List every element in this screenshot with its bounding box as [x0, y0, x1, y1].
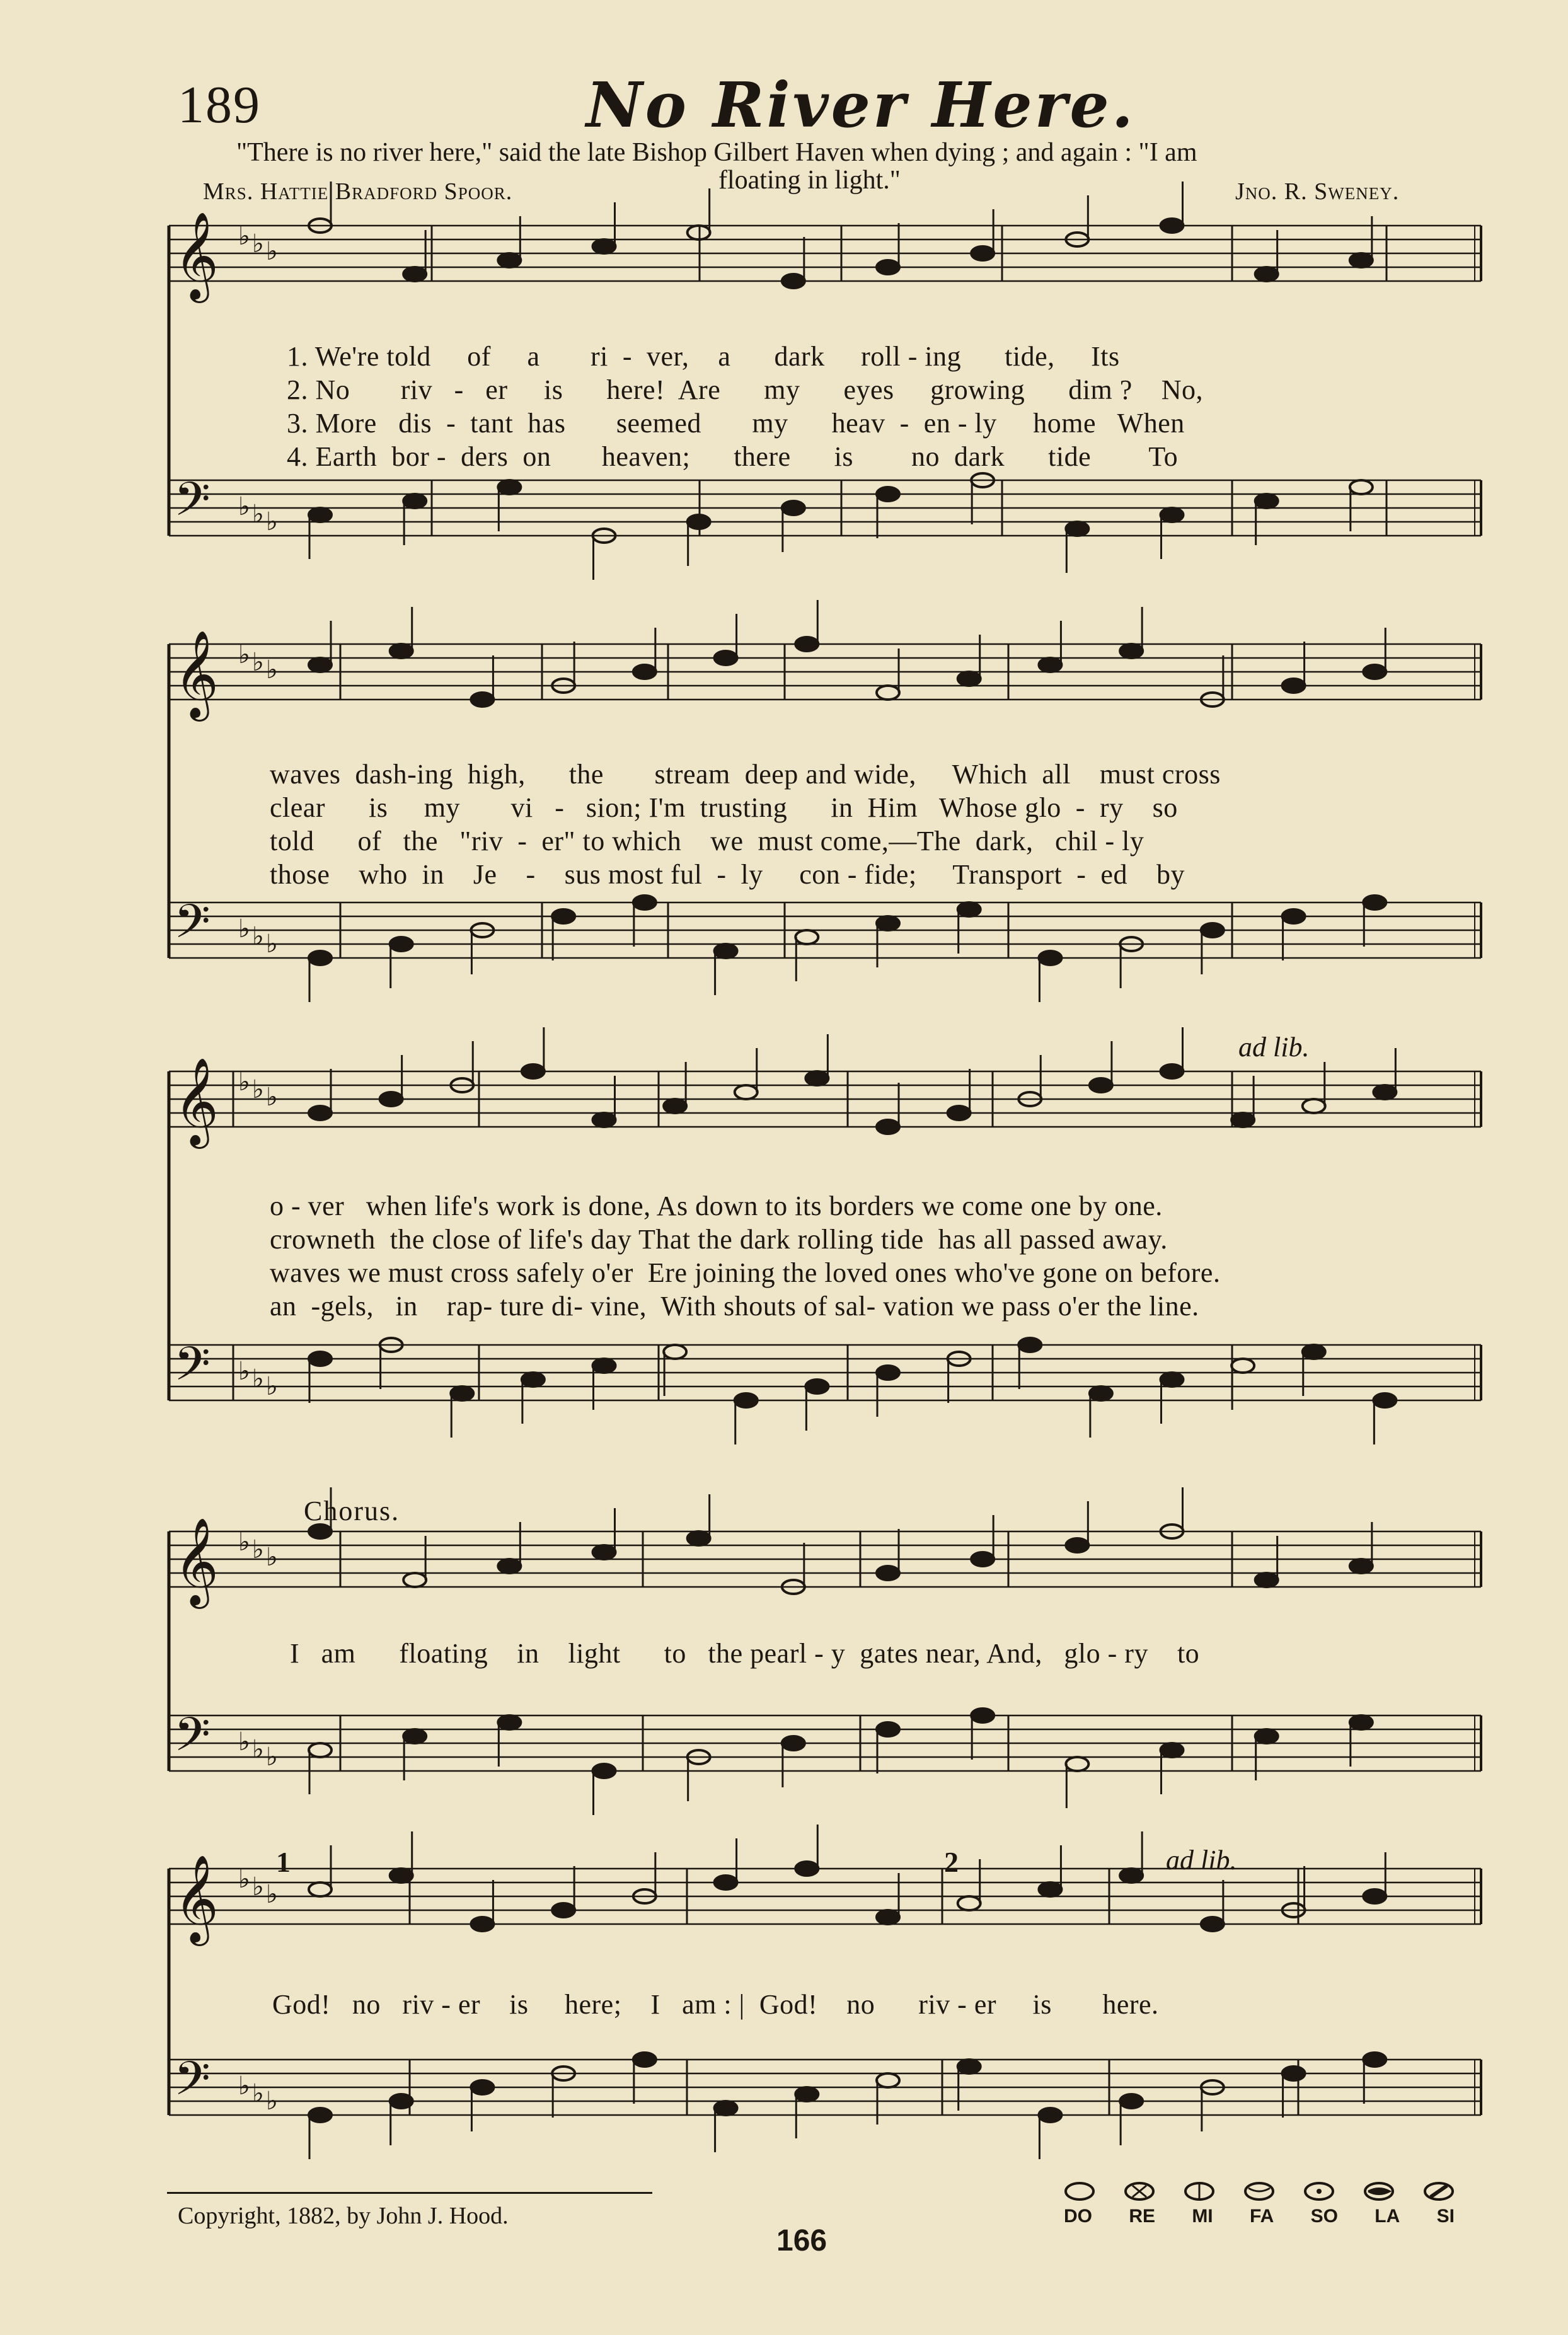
solfege-label: SI: [1436, 2206, 1455, 2227]
clef-glyph: ♭: [252, 500, 264, 529]
note-head: [1120, 644, 1143, 658]
note-head: [958, 1896, 981, 1910]
clef-glyph: ♭: [266, 655, 278, 684]
verse-line: waves dash-ing high, the stream deep and wide, Which all must cross: [270, 759, 1221, 790]
note-head: [1283, 909, 1305, 923]
clef-glyph: ♭: [266, 1543, 278, 1572]
note-head: [1231, 1359, 1254, 1373]
clef-glyph: ♭: [252, 922, 264, 951]
note-head: [403, 1573, 426, 1587]
chorus-line: God! no riv - er is here; I am : | God! no riv - er is here.: [272, 1989, 1159, 2020]
solfege-label: MI: [1192, 2206, 1213, 2227]
clef-glyph: ♭: [238, 222, 250, 251]
note-head: [795, 2087, 818, 2101]
note-head: [471, 2080, 493, 2094]
note-head: [1255, 267, 1278, 281]
note-head: [805, 1071, 828, 1085]
note-head: [498, 1715, 521, 1729]
footer-rule: [167, 2192, 652, 2194]
note-head: [552, 909, 575, 923]
note-head: [309, 508, 331, 522]
note-head: [1255, 1729, 1278, 1743]
verse-line: 4. Earth bor - ders on heaven; there is no dark tide To: [287, 441, 1179, 472]
verse-line: clear is my vi - sion; I'm trusting in Him Whose glo - ry so: [270, 792, 1178, 823]
clef-glyph: ♭: [238, 1357, 250, 1386]
clef-glyph: ♭: [238, 1528, 250, 1557]
clef-glyph: 𝄢: [174, 472, 210, 538]
note-head: [715, 1876, 737, 1889]
verse-line: an -gels, in rap- ture di- vine, With shouts of sal- vation we pass o'er the line.: [270, 1291, 1199, 1322]
re-shape-icon: [1124, 2181, 1155, 2202]
lyricist-credit: Mrs. Hattie Bradford Spoor.: [203, 178, 513, 205]
note-head: [309, 658, 331, 672]
note-head: [390, 1869, 413, 1882]
note-head: [877, 1120, 899, 1134]
first-ending-marker: 1: [276, 1846, 291, 1878]
note-head: [1161, 1373, 1184, 1387]
do-shape-icon: [1064, 2181, 1095, 2202]
note-head: [1161, 219, 1184, 233]
note-head: [877, 260, 899, 274]
clef-glyph: ♭: [238, 1727, 250, 1756]
note-head: [593, 1545, 616, 1559]
note-head: [735, 1085, 758, 1099]
note-head: [498, 480, 521, 494]
verse-line: 2. No riv - er is here! Are my eyes growing dim ? No,: [287, 374, 1204, 405]
clef-glyph: ♭: [252, 229, 264, 258]
note-head: [877, 1566, 899, 1580]
note-head: [715, 651, 737, 665]
note-head: [1283, 2067, 1305, 2080]
note-head: [1363, 1889, 1386, 1903]
note-head: [971, 1552, 994, 1566]
note-head: [795, 930, 818, 944]
note-head: [390, 2094, 413, 2108]
note-head: [309, 1352, 331, 1366]
note-head: [1363, 665, 1386, 679]
note-head: [1090, 1078, 1112, 1092]
note-head: [688, 1531, 710, 1545]
solfege-label: RE: [1129, 2206, 1155, 2227]
note-head: [1039, 1882, 1061, 1896]
note-head: [522, 1373, 545, 1387]
note-head: [1255, 494, 1278, 508]
clef-glyph: ♭: [266, 1743, 278, 1772]
ad-lib-marking: ad lib.: [1238, 1032, 1310, 1063]
note-head: [1303, 1099, 1325, 1113]
clef-glyph: ♭: [238, 1865, 250, 1894]
note-head: [633, 896, 656, 909]
note-head: [390, 937, 413, 951]
note-head: [958, 2060, 981, 2073]
note-head: [877, 487, 899, 501]
hymn-number: 189: [178, 76, 261, 134]
clef-glyph: ♭: [252, 648, 264, 677]
note-head: [795, 637, 818, 651]
note-head: [1066, 522, 1088, 536]
copyright-notice: Copyright, 1882, by John J. Hood.: [178, 2203, 509, 2229]
note-head: [1373, 1085, 1396, 1099]
note-head: [471, 693, 493, 706]
note-head: [877, 1366, 899, 1380]
note-head: [735, 1393, 758, 1407]
epigraph-line-2: floating in light.": [718, 166, 901, 195]
note-head: [309, 2108, 331, 2122]
note-head: [593, 1359, 616, 1373]
epigraph-line-1: "There is no river here," said the late Bishop Gilbert Haven when dying ; and again : "I am: [236, 138, 1197, 167]
note-head: [522, 1064, 545, 1078]
clef-glyph: 𝄞: [174, 1058, 219, 1145]
solfege-label: FA: [1249, 2206, 1274, 2227]
note-head: [688, 515, 710, 529]
clef-glyph: ♭: [252, 2079, 264, 2108]
note-head: [309, 1743, 331, 1757]
hymn-title: No River Here.: [586, 69, 1136, 142]
note-head: [593, 1113, 616, 1127]
clef-glyph: 𝄞: [174, 630, 219, 718]
note-head: [451, 1387, 473, 1400]
clef-glyph: ♭: [238, 914, 250, 943]
note-head: [498, 1559, 521, 1573]
note-head: [593, 1764, 616, 1778]
note-head: [403, 494, 426, 508]
clef-glyph: 𝄢: [174, 1707, 210, 1773]
clef-glyph: ♭: [252, 1872, 264, 1901]
note-head: [1201, 1917, 1224, 1931]
verse-line: crowneth the close of life's day That the dark rolling tide has all passed away.: [270, 1224, 1168, 1255]
note-head: [498, 253, 521, 267]
clef-glyph: ♭: [252, 1735, 264, 1764]
chorus-line: I am floating in light to the pearl - y gates near, And, glo - ry to: [290, 1638, 1200, 1669]
note-head: [1120, 2094, 1143, 2108]
solfege-shapes: [1064, 2181, 1455, 2202]
note-head: [1161, 1743, 1184, 1757]
verse-line: told of the "riv - er" to which we must come,—The dark, chil - ly: [270, 826, 1144, 856]
note-head: [715, 944, 737, 958]
mi-shape-icon: [1184, 2181, 1215, 2202]
note-head: [1039, 2108, 1061, 2122]
clef-glyph: ♭: [266, 507, 278, 536]
note-head: [1350, 1559, 1373, 1573]
note-head: [877, 686, 899, 700]
verse-line: o - ver when life's work is done, As down to its borders we come one by one.: [270, 1191, 1163, 1221]
note-head: [877, 916, 899, 930]
note-head: [309, 951, 331, 965]
note-head: [390, 644, 413, 658]
clef-glyph: 𝄞: [174, 1855, 219, 1942]
chorus-label: Chorus.: [304, 1496, 400, 1526]
clef-glyph: ♭: [252, 1535, 264, 1564]
clef-glyph: ♭: [266, 1372, 278, 1401]
ad-lib-marking: ad lib.: [1166, 1845, 1237, 1876]
clef-glyph: ♭: [238, 492, 250, 521]
note-head: [1350, 253, 1373, 267]
note-head: [795, 1862, 818, 1876]
clef-glyph: ♭: [252, 1075, 264, 1104]
note-head: [1090, 1387, 1112, 1400]
clef-glyph: ♭: [238, 2072, 250, 2101]
note-head: [471, 1917, 493, 1931]
note-head: [1161, 1064, 1184, 1078]
solfege-key: [1064, 2181, 1455, 2227]
verse-line: waves we must cross safely o'er Ere joining the loved ones who've gone on before.: [270, 1257, 1221, 1288]
page-number: 166: [776, 2224, 827, 2257]
note-head: [971, 1709, 994, 1722]
si-shape-icon: [1423, 2181, 1455, 2202]
note-head: [664, 1099, 686, 1113]
note-head: [309, 1882, 331, 1896]
note-head: [715, 2101, 737, 2115]
note-head: [1120, 1869, 1143, 1882]
note-head: [664, 1345, 686, 1359]
note-head: [877, 2073, 899, 2087]
clef-glyph: 𝄢: [174, 894, 210, 960]
note-head: [948, 1106, 971, 1120]
note-head: [805, 1380, 828, 1393]
note-head: [971, 246, 994, 260]
note-head: [1373, 1393, 1396, 1407]
second-ending-marker: 2: [944, 1846, 959, 1878]
note-head: [1255, 1573, 1278, 1587]
note-head: [1283, 679, 1305, 693]
clef-glyph: ♭: [266, 1880, 278, 1909]
note-head: [877, 1722, 899, 1736]
composer-credit: Jno. R. Sweney.: [1235, 178, 1400, 205]
note-head: [1161, 508, 1184, 522]
la-shape-icon: [1363, 2181, 1395, 2202]
clef-glyph: 𝄞: [174, 212, 219, 299]
so-shape-icon: [1303, 2181, 1335, 2202]
clef-glyph: ♭: [266, 1083, 278, 1112]
note-head: [782, 1736, 805, 1750]
clef-glyph: ♭: [266, 2087, 278, 2116]
solfege-label: SO: [1310, 2206, 1338, 2227]
note-head: [380, 1092, 403, 1106]
note-head: [1363, 896, 1386, 909]
note-head: [309, 1106, 331, 1120]
clef-glyph: ♭: [238, 1068, 250, 1097]
clef-glyph: ♭: [238, 640, 250, 669]
verse-line: 3. More dis - tant has seemed my heav - en - ly home When: [287, 408, 1185, 439]
note-head: [552, 1903, 575, 1917]
clef-glyph: ♭: [266, 237, 278, 266]
clef-glyph: 𝄢: [174, 1337, 210, 1403]
solfege-labels: [1064, 2206, 1455, 2227]
note-head: [403, 1729, 426, 1743]
note-head: [958, 902, 981, 916]
clef-glyph: 𝄢: [174, 2051, 210, 2118]
note-head: [782, 501, 805, 515]
note-head: [1066, 1757, 1088, 1771]
verse-line: those who in Je - sus most ful - ly con - fide; Transport - ed by: [270, 859, 1185, 890]
note-head: [633, 2053, 656, 2067]
note-head: [593, 239, 616, 253]
note-head: [1363, 2053, 1386, 2067]
note-head: [1018, 1338, 1041, 1352]
clef-glyph: ♭: [252, 1364, 264, 1393]
fa-shape-icon: [1243, 2181, 1275, 2202]
solfege-label: DO: [1064, 2206, 1092, 2227]
note-head: [1350, 480, 1373, 494]
note-head: [1350, 1715, 1373, 1729]
note-head: [1039, 951, 1061, 965]
note-head: [403, 267, 426, 281]
note-head: [1039, 658, 1061, 672]
note-head: [1066, 1538, 1088, 1552]
note-head: [1231, 1113, 1254, 1127]
note-head: [1303, 1345, 1325, 1359]
solfege-label: LA: [1375, 2206, 1400, 2227]
clef-glyph: 𝄞: [174, 1518, 219, 1605]
note-head: [633, 665, 656, 679]
note-head: [782, 274, 805, 288]
note-head: [877, 1910, 899, 1924]
note-head: [958, 672, 981, 686]
clef-glyph: ♭: [266, 930, 278, 959]
verse-line: 1. We're told of a ri - ver, a dark roll - ing tide, Its: [287, 341, 1120, 372]
note-head: [1201, 923, 1224, 937]
